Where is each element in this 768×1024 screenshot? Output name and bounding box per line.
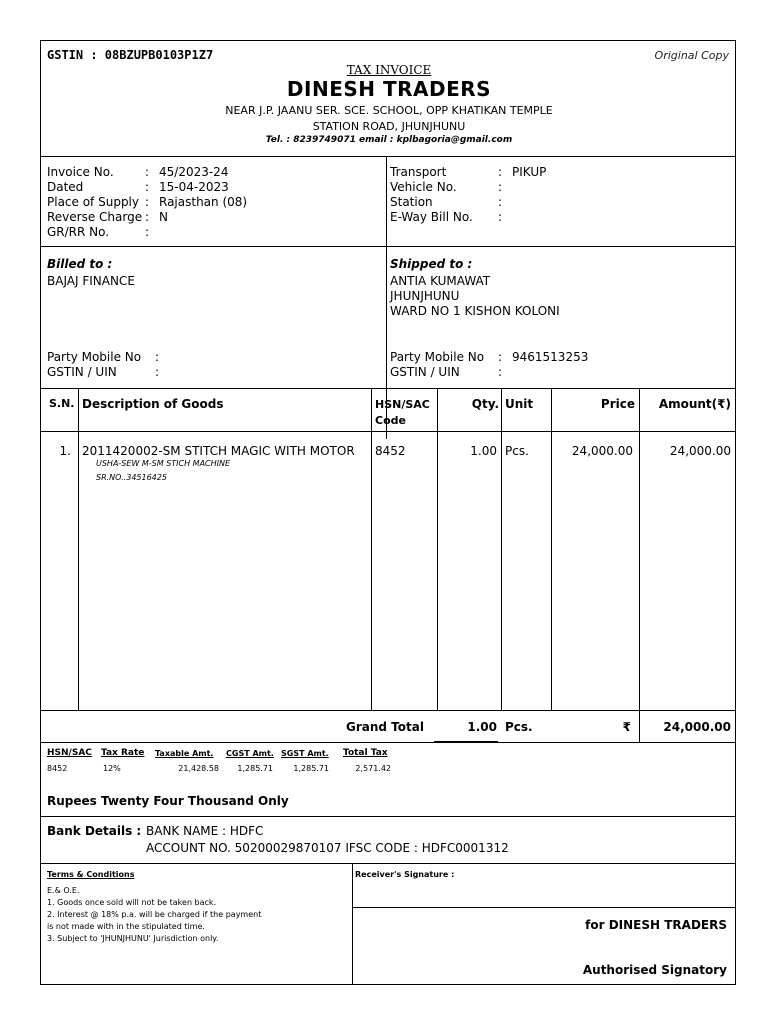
- company-contact: Tel. : 8239749071 email : kplbagoria@gmail.com: [265, 135, 513, 145]
- col-unit-header: Unit: [505, 397, 534, 411]
- item-hsn: 8452: [375, 444, 406, 458]
- tax-row-total: 2,571.42: [355, 764, 391, 773]
- divider: [41, 388, 735, 389]
- reverse-charge-row: Reverse Charge : N: [47, 210, 168, 224]
- dated-row: Dated : 15-04-2023: [47, 180, 229, 194]
- copy-label: Original Copy: [654, 49, 729, 62]
- billed-contact: Party Mobile No : GSTIN / UIN :: [47, 350, 160, 379]
- currency-symbol: ₹: [622, 720, 631, 734]
- terms-heading: Terms & Conditions: [47, 870, 135, 879]
- tax-row-sgst: 1,285.71: [293, 764, 329, 773]
- terms-line: 3. Subject to 'JHUNJHUNU' Jurisdiction only.: [47, 934, 219, 943]
- invoice-frame: [40, 40, 736, 985]
- item-qty: 1.00: [470, 444, 497, 458]
- item-unit: Pcs.: [505, 444, 529, 458]
- col-line: [78, 389, 79, 710]
- divider: [41, 246, 735, 247]
- doc-title: TAX INVOICE: [346, 63, 432, 77]
- divider: [352, 864, 353, 985]
- tax-taxable-header: Taxable Amt.: [155, 749, 214, 758]
- col-price-header: Price: [600, 397, 635, 411]
- authorised-signatory: Authorised Signatory: [582, 963, 727, 977]
- invoice-number: 45/2023-24: [159, 165, 229, 179]
- billed-heading: Billed to :: [47, 257, 113, 271]
- grand-total-amount: 24,000.00: [663, 720, 731, 734]
- col-qty-header: Qty.: [471, 397, 499, 411]
- bank-label: Bank Details :: [47, 824, 142, 838]
- grand-total-qty: 1.00: [467, 720, 497, 734]
- tax-rate-header: Tax Rate: [101, 748, 145, 758]
- shipped-address: ANTIA KUMAWAT JHUNJHUNU WARD NO 1 KISHON KOLONI: [390, 274, 560, 318]
- tax-cgst-header: CGST Amt.: [226, 749, 274, 758]
- transport-row: Transport : PIKUP: [390, 165, 547, 179]
- amount-in-words: Rupees Twenty Four Thousand Only: [47, 794, 289, 808]
- terms-line: is not made with in the stipulated time.: [47, 922, 205, 931]
- terms-line: 2. Interest @ 18% p.a. will be charged if the payment: [47, 910, 262, 919]
- company-address-2: STATION ROAD, JHUNJHUNU: [312, 120, 466, 133]
- divider: [353, 907, 735, 908]
- terms-line: 1. Goods once sold will not be taken back.: [47, 898, 217, 907]
- item-amount: 24,000.00: [669, 444, 731, 458]
- gstin-header: GSTIN : 08BZUPB0103P1Z7: [47, 48, 214, 62]
- col-line: [437, 389, 438, 710]
- bank-account: ACCOUNT NO. 50200029870107 IFSC CODE : HDFC0001312: [146, 841, 509, 855]
- divider: [41, 863, 735, 864]
- tax-sgst-header: SGST Amt.: [281, 749, 329, 758]
- col-desc-header: Description of Goods: [82, 397, 224, 411]
- invoice-details-left: [47, 165, 247, 240]
- invoice-details-right: [390, 165, 546, 225]
- col-line: [639, 389, 640, 742]
- billed-name: BAJAJ FINANCE: [47, 274, 135, 288]
- grand-total-label: Grand Total: [346, 720, 424, 734]
- eway-row: E-Way Bill No. :: [390, 210, 503, 224]
- divider: [41, 816, 735, 817]
- divider: [41, 710, 735, 711]
- bank-name: BANK NAME : HDFC: [146, 824, 264, 838]
- gr-rr-row: GR/RR No. :: [47, 225, 150, 239]
- station-row: Station :: [390, 195, 503, 209]
- item-sub-1: USHA-SEW M-SM STICH MACHINE: [96, 459, 231, 468]
- item-sub-2: SR.NO..34516425: [96, 473, 167, 482]
- col-sn-header: S.N.: [49, 397, 75, 410]
- divider: [41, 742, 735, 743]
- terms-list: [47, 885, 261, 945]
- for-company: for DINESH TRADERS: [585, 918, 727, 932]
- shipped-heading: Shipped to :: [390, 257, 473, 271]
- item-price: 24,000.00: [571, 444, 633, 458]
- place-of-supply-row: Place of Supply : Rajasthan (08): [47, 195, 248, 209]
- tax-row-taxable: 21,428.58: [178, 764, 219, 773]
- terms-line: E.& O.E.: [47, 886, 80, 895]
- vehicle-row: Vehicle No. :: [390, 180, 503, 194]
- col-hsn-header: HSN/SAC Code: [375, 398, 430, 427]
- col-line: [371, 389, 372, 710]
- tax-row-rate: 12%: [103, 764, 121, 773]
- tax-row-cgst: 1,285.71: [237, 764, 273, 773]
- divider: [41, 431, 735, 432]
- invoice-date: 15-04-2023: [159, 180, 229, 194]
- grand-total-unit: Pcs.: [505, 720, 533, 734]
- receiver-signature: Receiver's Signature :: [355, 870, 455, 879]
- invoice-number-row: Invoice No. : 45/2023-24: [47, 165, 229, 179]
- tax-total-header: Total Tax: [343, 748, 388, 758]
- item-sn: 1.: [59, 444, 71, 458]
- tax-row-hsn: 8452: [47, 764, 68, 773]
- company-name: DINESH TRADERS: [286, 77, 492, 101]
- divider: [41, 156, 735, 157]
- col-line: [551, 389, 552, 710]
- tax-hsn-header: HSN/SAC: [47, 748, 92, 758]
- item-desc: 2011420002-SM STITCH MAGIC WITH MOTOR: [82, 444, 355, 458]
- col-line: [501, 389, 502, 710]
- company-address-1: NEAR J.P. JAANU SER. SCE. SCHOOL, OPP KHATIKAN TEMPLE: [225, 104, 553, 117]
- col-amount-header: Amount(₹): [658, 397, 731, 411]
- shipped-contact: Party Mobile No : 9461513253 GSTIN / UIN :: [390, 350, 589, 379]
